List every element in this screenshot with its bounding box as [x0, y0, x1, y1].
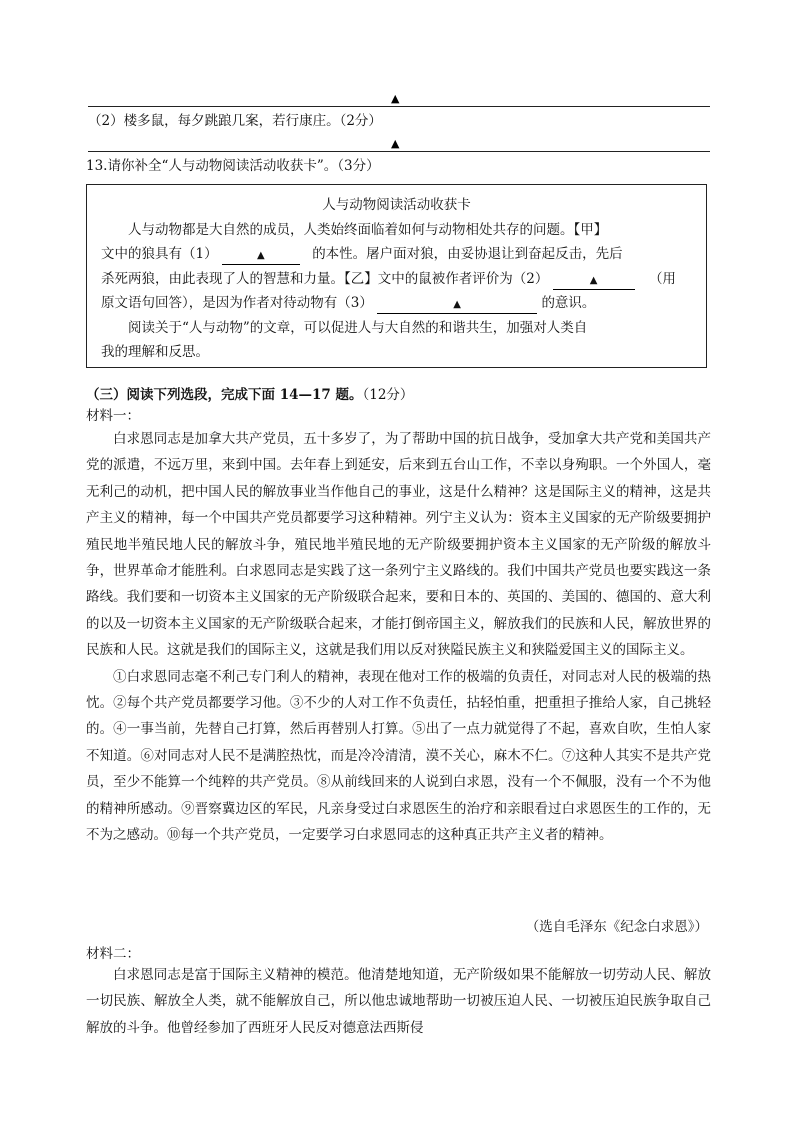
material-1-paragraph-1: 白求恩同志是加拿大共产党员，五十多岁了，为了帮助中国的抗日战争，受加拿大共产党和美国共产党的派遣，不远万里，来到中国。去年春上到延安，后来到五台山工作，不幸以身殉职。一个外国人，毫无利己的动机，把中国人民的解放事业当作他自己的事业，这是什么精神？这是国际主义的精神，这是共产主义的精神，每一个中国共产党员都要学习这种精神。列宁主义认为：资本主义国家的无产阶级要拥护殖民地半殖民地人民的解放斗争，殖民地半殖民地的无产阶级要拥护资本主义国家的无产阶级的解放斗争，世界革命才能胜利。白求恩同志是实践了这一条列宁主义路线的。我们中国共产党员也要实践这一条路线。我们要和一切资本主义国家的无产阶级联合起来，要和日本的、英国的、美国的、德国的、意大利的以及一切资本主义国家的无产阶级联合起来，才能打倒帝国主义，解放我们的民族和人民，解放世界的民族和人民。这就是我们的国际主义，这就是我们用以反对狭隘民族主义和狭隘爱国主义的国际主义。 — [86, 431, 711, 659]
card-text: 的意识。 — [541, 295, 596, 311]
reading-card — [86, 184, 707, 368]
card-line — [101, 242, 692, 267]
answer-marker: ▲ — [391, 137, 400, 150]
card-text: 原文语句回答），是因为作者对待动物有（3） — [101, 295, 373, 311]
card-line — [101, 267, 692, 292]
question-13: 13.请你补全“人与动物阅读活动收获卡”。（3分） — [86, 158, 380, 174]
material-2-body — [86, 962, 711, 1041]
section-3-title: （三）阅读下列选段，完成下面 14—17 题。 — [86, 387, 363, 403]
material-1-paragraph-2: ①白求恩同志毫不利己专门利人的精神，表现在他对工作的极端的负责任，对同志对人民的极端的热忱。②每个共产党员都要学习他。③不少的人对工作不负责任，拈轻怕重，把重担子推给人家，自己挑轻的。④一事当前，先替自己打算，然后再替别人打算。⑤出了一点力就觉得了不起，喜欢自吹，生怕人家不知道。⑥对同志对人民不是满腔热忱，而是冷冷清清，漠不关心，麻木不仁。⑦这种人其实不是共产党员，至少不能算一个纯粹的共产党员。⑧从前线回来的人说到白求恩，没有一个不佩服，没有一个不为他的精神所感动。⑨晋察冀边区的军民，凡亲身受过白求恩医生的治疗和亲眼看过白求恩医生的工作的，无不为之感动。⑩每一个共产党员，一定要学习白求恩同志的这种真正共产主义者的精神。 — [86, 668, 711, 844]
question-12-part-2: （2）楼多鼠，每夕跳踉几案，若行康庄。（2分） — [88, 113, 382, 129]
section-3-heading — [86, 386, 413, 404]
material-2-label: 材料二： — [86, 946, 140, 962]
card-line: 人与动物都是大自然的成员，人类始终面临着如何与动物相处共存的问题。【甲】 — [128, 221, 608, 238]
answer-blank-3[interactable]: ▲ — [377, 297, 537, 314]
answer-line — [88, 106, 710, 107]
card-title: 人与动物阅读活动收获卡 — [322, 197, 471, 213]
answer-line — [88, 151, 710, 152]
card-text: （用 — [648, 270, 676, 287]
source-citation: （选自毛泽东《纪念白求恩》） — [525, 919, 708, 935]
card-line: 阅读关于“人与动物”的文章，可以促进人与大自然的和谐共生，加强对人类自 — [128, 319, 588, 336]
material-1-label: 材料一： — [86, 408, 140, 424]
material-1-body — [86, 426, 711, 849]
answer-blank-1[interactable]: ▲ — [222, 248, 300, 265]
material-2-paragraph-1: 白求恩同志是富于国际主义精神的模范。他清楚地知道，无产阶级如果不能解放一切劳动人民、解放一切民族、解放全人类，就不能解放自己，所以他忠诚地帮助一切被压迫人民、一切被压迫民族争取自己解放的斗争。他曾经参加了西班牙人民反对德意法西斯侵 — [86, 967, 711, 1036]
card-text: 杀死两狼，由此表现了人的智慧和力量。【乙】文中的鼠被作者评价为（2） — [101, 270, 549, 287]
answer-marker: ▲ — [391, 92, 400, 105]
card-text: 的本性。屠户面对狼，由妥协退让到奋起反击，先后 — [312, 246, 623, 262]
card-text: 文中的狼具有（1） — [101, 246, 218, 262]
card-line: 我的理解和反思。 — [101, 344, 209, 360]
card-line — [101, 291, 692, 316]
answer-blank-2[interactable]: ▲ — [553, 273, 635, 290]
section-3-score: （12分） — [362, 387, 414, 403]
